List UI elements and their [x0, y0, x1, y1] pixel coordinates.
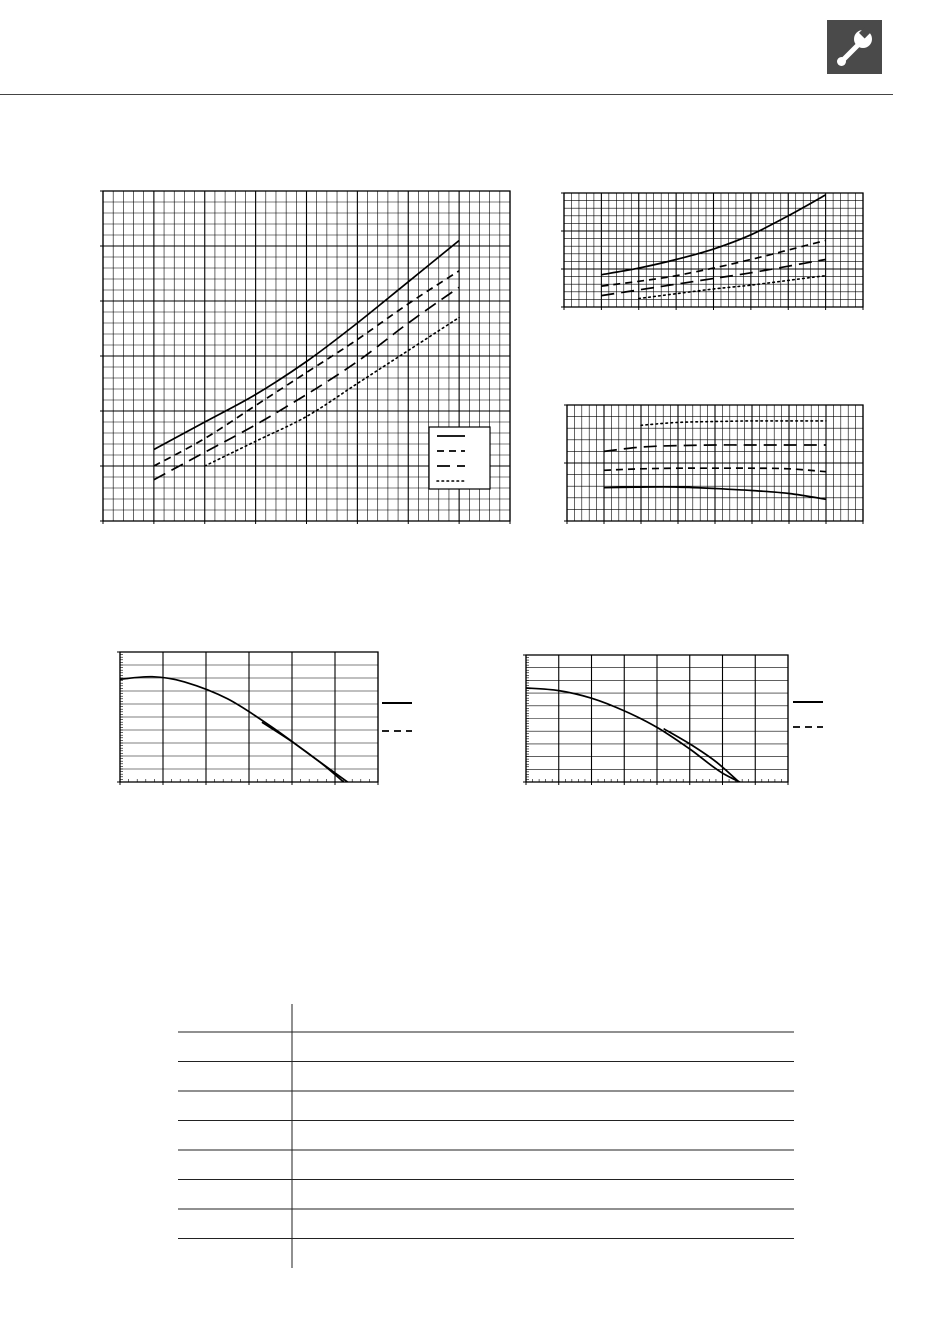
series-line-solid [664, 729, 739, 782]
data-table [178, 1004, 794, 1268]
chart-series [526, 688, 762, 792]
series-line-dotted [641, 421, 826, 425]
chart-grid [117, 652, 378, 785]
secondary-chart-top [564, 193, 863, 307]
series-line-dotted [639, 276, 826, 299]
curve-chart-left-legend [382, 697, 416, 737]
series-line-solid [120, 677, 357, 789]
main-chart [103, 191, 510, 521]
chart-grid [564, 405, 863, 524]
series-line-solid [262, 722, 344, 782]
chart-legend [429, 427, 490, 489]
wrench-icon [827, 20, 882, 74]
curve-chart-right [526, 655, 788, 782]
chart-series [120, 677, 357, 789]
secondary-chart-bottom [567, 405, 863, 521]
header-rule [0, 94, 893, 95]
curve-chart-left [120, 652, 378, 782]
chart-grid [523, 655, 788, 785]
chart-grid [561, 193, 863, 310]
tool-badge [827, 20, 882, 74]
curve-chart-right-legend [793, 697, 827, 733]
series-line-solid [526, 688, 762, 792]
